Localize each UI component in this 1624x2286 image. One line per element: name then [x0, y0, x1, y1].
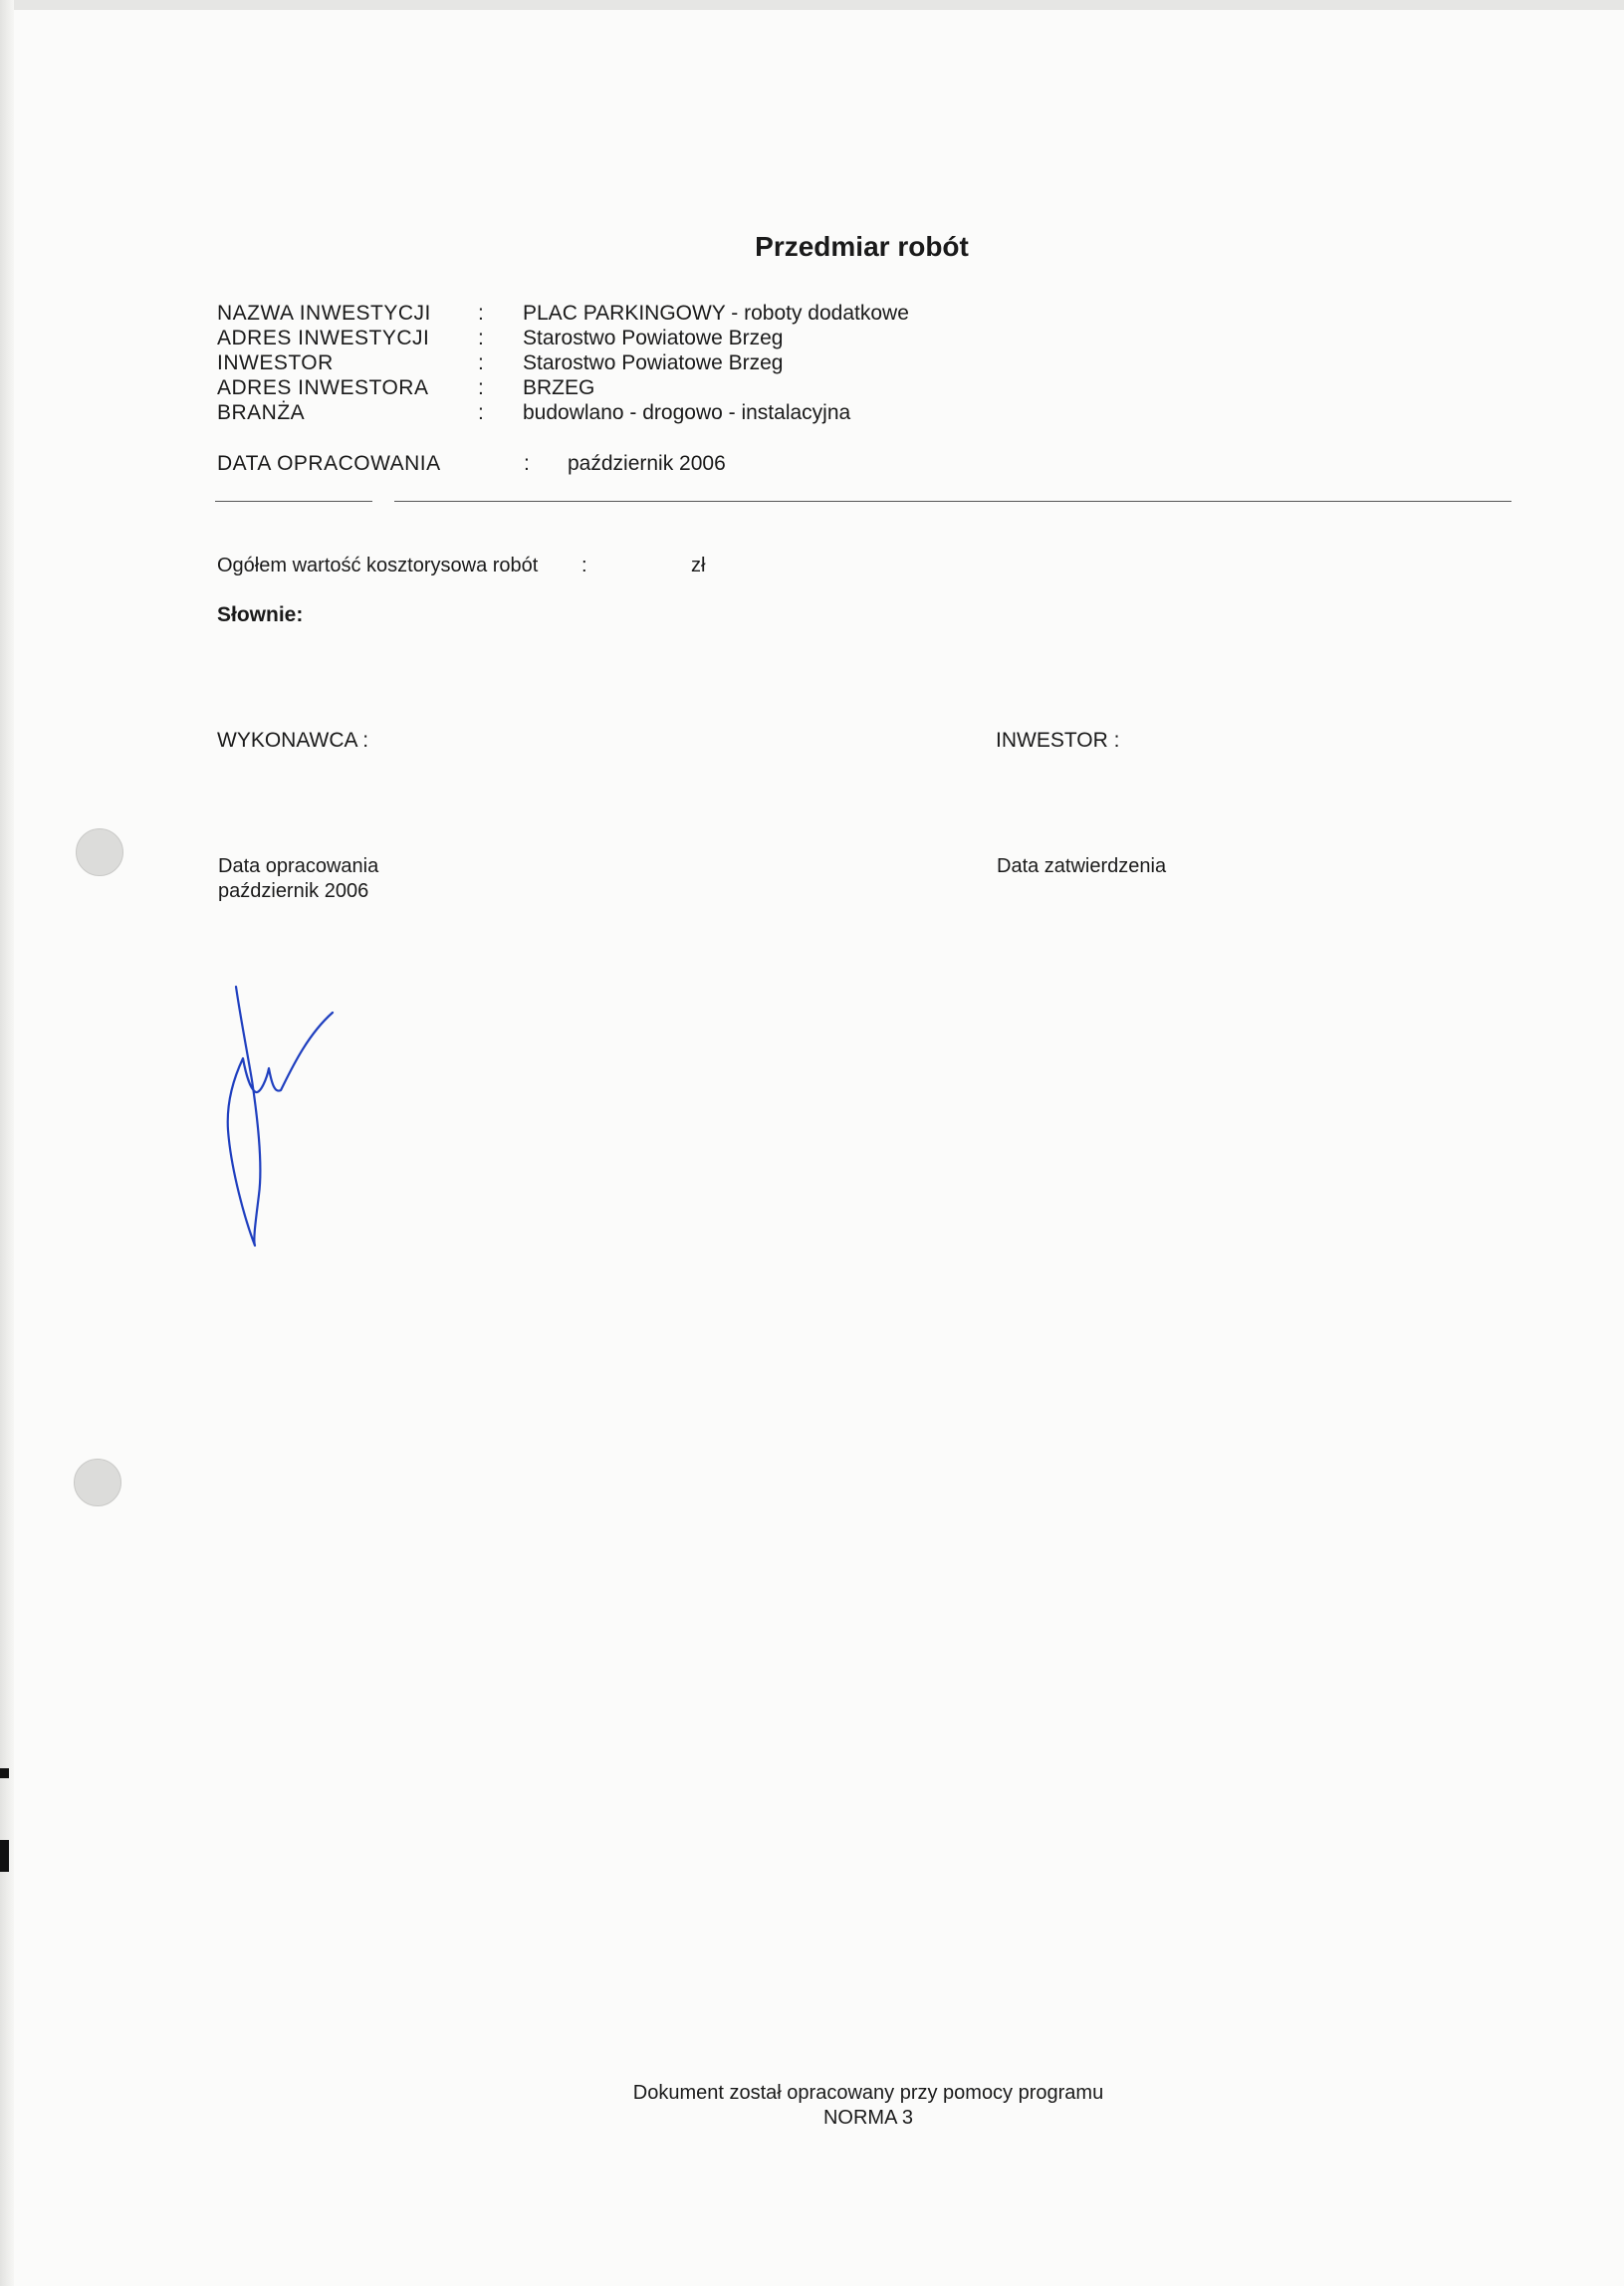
footer-note: [0, 2081, 1624, 2131]
meta-value: BRZEG: [523, 376, 595, 399]
scan-mark: [0, 1768, 9, 1778]
footer-line-1: Dokument został opracowany przy pomocy programu: [632, 2082, 1104, 2104]
meta-value: PLAC PARKINGOWY - roboty dodatkowe: [523, 302, 909, 325]
meta-value: Starostwo Powiatowe Brzeg: [523, 351, 784, 374]
document-title: Przedmiar robót: [755, 231, 969, 262]
meta-row-industry: [217, 400, 909, 425]
punch-hole: [76, 828, 123, 876]
meta-row-investment-address: [217, 326, 909, 350]
scan-edge-top: [0, 0, 1624, 10]
approval-date-label: Data zatwierdzenia: [997, 855, 1167, 877]
investment-details: [217, 301, 909, 425]
meta-separator: :: [478, 401, 484, 424]
meta-value: budowlano - drogowo - instalacyjna: [523, 401, 851, 424]
contractor-date-block: [218, 854, 378, 904]
scan-mark: [0, 1840, 9, 1872]
investor-label: INWESTOR :: [996, 729, 1120, 752]
date-value: październik 2006: [568, 452, 726, 475]
meta-label: INWESTOR: [217, 351, 334, 374]
total-label: Ogółem wartość kosztorysowa robót: [217, 555, 539, 576]
meta-label: ADRES INWESTORA: [217, 376, 429, 399]
total-currency: zł: [691, 555, 706, 576]
meta-label: ADRES INWESTYCJI: [217, 327, 430, 349]
meta-label: BRANŻA: [217, 401, 306, 424]
scan-edge-left: [0, 0, 14, 2286]
total-separator: :: [581, 555, 587, 576]
meta-row-investor-address: [217, 375, 909, 400]
meta-separator: :: [478, 376, 484, 399]
meta-separator: :: [478, 327, 484, 349]
meta-value: Starostwo Powiatowe Brzeg: [523, 327, 784, 349]
meta-separator: :: [478, 302, 484, 325]
meta-label: NAZWA INWESTYCJI: [217, 302, 431, 325]
preparation-date-row: [217, 452, 726, 476]
total-value-row: [217, 555, 705, 577]
contractor-date-label: Data opracowania: [218, 855, 379, 877]
contractor-label: WYKONAWCA :: [217, 729, 369, 752]
footer-line-2: NORMA 3: [822, 2107, 914, 2129]
meta-separator: :: [478, 351, 484, 374]
divider-line: [394, 501, 1511, 502]
meta-row-investment-name: [217, 301, 909, 326]
punch-hole: [74, 1459, 121, 1506]
meta-row-investor: [217, 350, 909, 375]
divider-line: [215, 501, 372, 502]
signature-image: [225, 981, 345, 1250]
in-words-label: Słownie:: [217, 603, 304, 626]
date-label: DATA OPRACOWANIA: [217, 452, 441, 475]
contractor-date-value: październik 2006: [218, 880, 369, 902]
date-separator: :: [524, 452, 530, 475]
